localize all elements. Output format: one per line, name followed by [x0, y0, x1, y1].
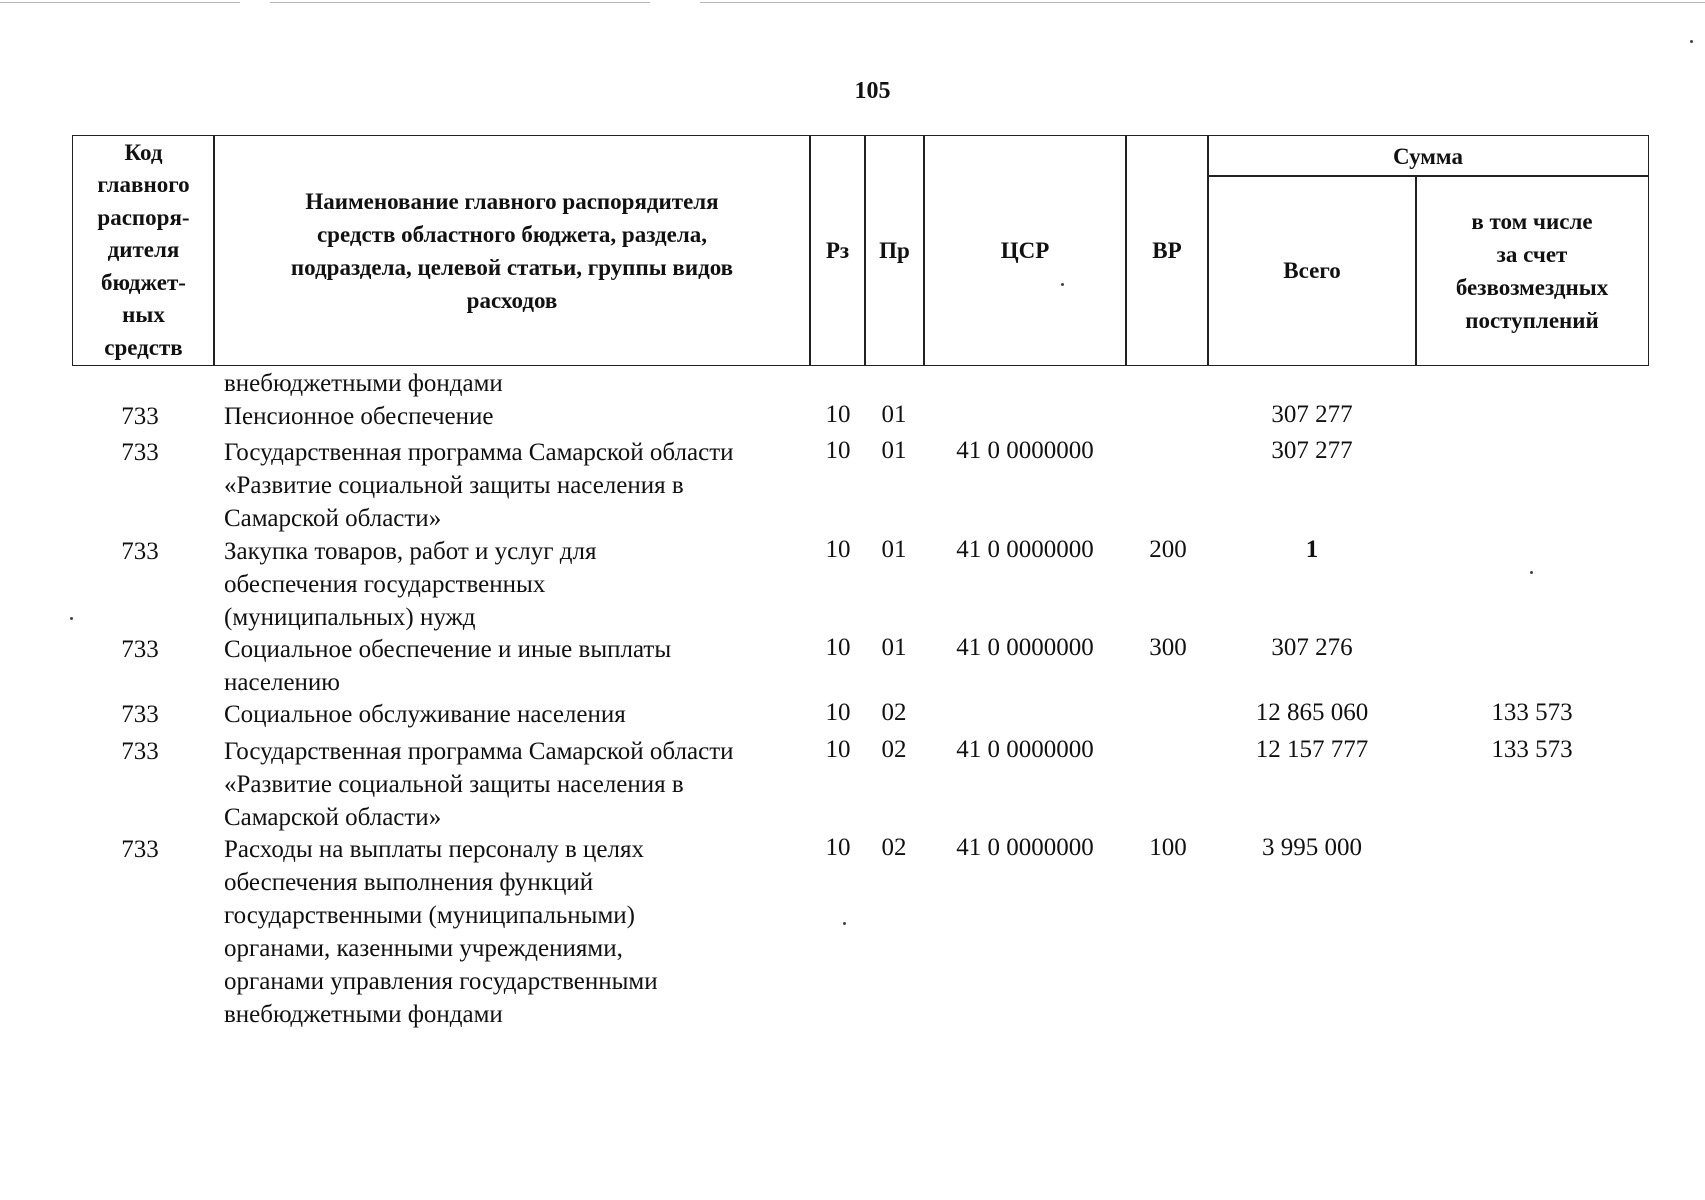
row-pr: 01	[881, 536, 907, 563]
row-csr: 41 0 0000000	[956, 736, 1094, 763]
row-vr: 300	[1149, 634, 1187, 661]
row-code: 733	[121, 738, 159, 765]
row-total: 307 277	[1271, 437, 1353, 464]
row-name: Социальное обеспечение и иные выплаты населению	[224, 636, 672, 696]
row-pr: 01	[881, 401, 907, 428]
row-vr: 200	[1149, 536, 1187, 563]
header-total: Всего	[1207, 175, 1417, 366]
row-rz: 10	[825, 699, 851, 726]
header-code: Код главного распоря- дителя бюджет- ных средств	[72, 135, 215, 366]
row-pr: 01	[881, 634, 907, 661]
header-free: в том числе за счет безвозмездных поступлений	[1415, 175, 1649, 366]
row-vr: 100	[1149, 834, 1187, 861]
row-total: 307 277	[1271, 401, 1353, 428]
row-free: 133 573	[1491, 699, 1573, 726]
row-rz: 10	[825, 634, 851, 661]
continuation-text: внебюджетными фондами	[224, 370, 503, 397]
header-rz: Рз	[809, 135, 866, 366]
row-code: 733	[121, 538, 159, 565]
row-name: Пенсионное обеспечение	[224, 403, 494, 430]
row-free: 133 573	[1491, 736, 1573, 763]
page-number: 105	[854, 78, 891, 104]
row-code: 733	[121, 439, 159, 466]
row-name: Государственная программа Самарской области «Развитие социальной защиты населения в Самарской области»	[224, 738, 734, 831]
row-code: 733	[121, 701, 159, 728]
row-total: 1	[1305, 536, 1319, 563]
row-total: 12 157 777	[1255, 736, 1369, 763]
row-csr: 41 0 0000000	[956, 437, 1094, 464]
row-code: 733	[121, 636, 159, 663]
row-pr: 02	[881, 834, 907, 861]
row-csr: 41 0 0000000	[956, 634, 1094, 661]
row-rz: 10	[825, 736, 851, 763]
row-csr: 41 0 0000000	[956, 834, 1094, 861]
row-rz: 10	[825, 834, 851, 861]
scan-speck	[1530, 571, 1533, 574]
header-sum: Сумма	[1207, 135, 1649, 177]
header-csr: ЦСР	[923, 135, 1127, 366]
row-name: Закупка товаров, работ и услуг для обеспечения государственных (муниципальных) нужд	[224, 538, 597, 631]
scan-speck	[1690, 40, 1693, 43]
row-code: 733	[121, 836, 159, 863]
header-pr: Пр	[864, 135, 925, 366]
scan-speck	[70, 617, 73, 620]
row-name: Государственная программа Самарской области «Развитие социальной защиты населения в Самарской области»	[224, 439, 734, 532]
row-pr: 02	[881, 699, 907, 726]
scan-artifact	[270, 2, 650, 3]
row-total: 307 276	[1271, 634, 1353, 661]
row-rz: 10	[825, 401, 851, 428]
header-name: Наименование главного распорядителя средств областного бюджета, раздела, подраздела, целевой статьи, группы видов расходов	[213, 135, 811, 366]
scan-artifact	[700, 2, 1705, 3]
header-vr: ВР	[1125, 135, 1209, 366]
row-rz: 10	[825, 536, 851, 563]
row-total: 12 865 060	[1255, 699, 1369, 726]
scan-artifact	[0, 2, 240, 3]
row-name: Расходы на выплаты персоналу в целях обеспечения выполнения функций государственными (муниципальными) органами, казенными учреждениями, органами управления государственными внебюджетными фондами	[224, 836, 658, 1028]
row-name: Социальное обслуживание населения	[224, 701, 626, 728]
row-total: 3 995 000	[1262, 834, 1362, 861]
scan-speck	[843, 922, 846, 925]
row-rz: 10	[825, 437, 851, 464]
row-csr: 41 0 0000000	[956, 536, 1094, 563]
row-code: 733	[121, 403, 159, 430]
scan-speck	[1061, 283, 1064, 286]
row-pr: 01	[881, 437, 907, 464]
row-pr: 02	[881, 736, 907, 763]
